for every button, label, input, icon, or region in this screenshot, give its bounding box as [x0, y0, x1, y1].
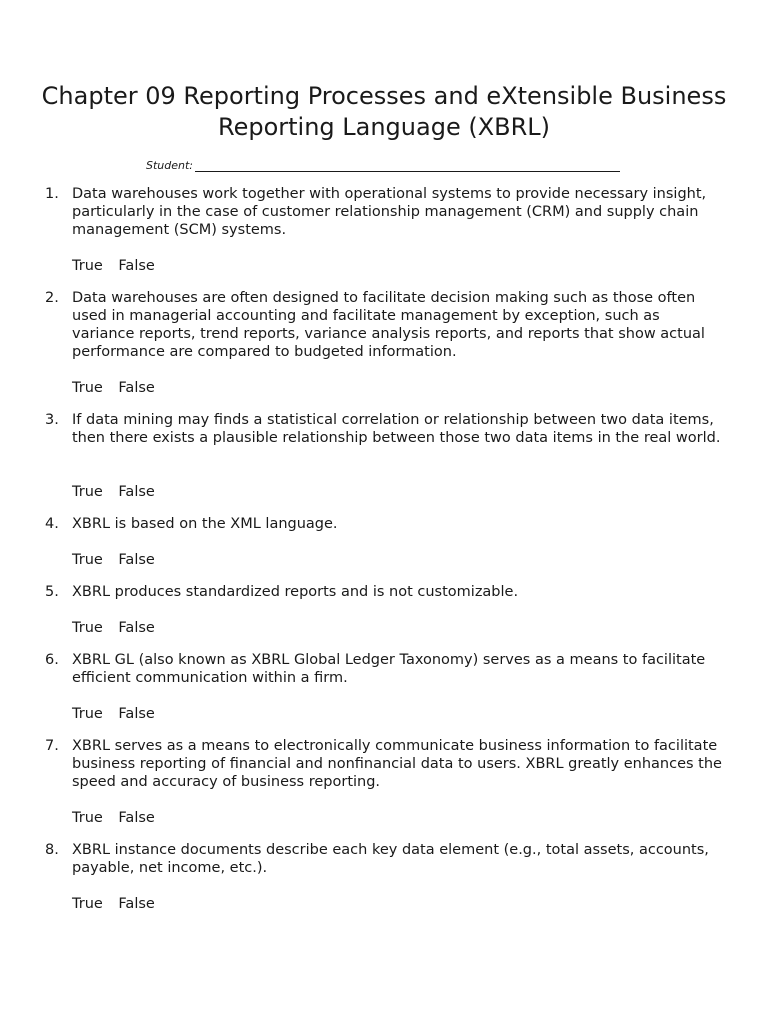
option-true[interactable]: True [72, 380, 103, 396]
question-text: XBRL instance documents describe each key data element (e.g., total assets, accounts, payable, net income, etc.). [72, 842, 709, 876]
title-text: Chapter 09 Reporting Processes and eXtensible Business Reporting Language (XBRL) [41, 82, 727, 141]
question-text: If data mining may finds a statistical correlation or relationship between two data items, then there exists a plausible relationship between those two data items in the real world. [72, 412, 721, 446]
true-false-options [72, 895, 155, 913]
student-name-line[interactable] [195, 158, 620, 172]
option-true[interactable]: True [72, 258, 103, 274]
question-text: XBRL GL (also known as XBRL Global Ledger Taxonomy) serves as a means to facilitate efficient communication within a firm. [72, 652, 706, 686]
option-true[interactable]: True [72, 552, 103, 568]
question-number: 4. [45, 516, 59, 532]
option-false[interactable]: False [118, 620, 155, 636]
question-number: 1. [45, 186, 59, 202]
option-false[interactable]: False [118, 258, 155, 274]
question-number: 5. [45, 584, 59, 600]
option-true[interactable]: True [72, 620, 103, 636]
question-text: XBRL is based on the XML language. [72, 516, 338, 532]
question-text: XBRL serves as a means to electronically communicate business information to facilitate business reporting of financial and nonfinancial data to users. XBRL greatly enhances the speed and accuracy of business reporting. [72, 738, 722, 790]
option-false[interactable]: False [118, 706, 155, 722]
option-false[interactable]: False [118, 380, 155, 396]
question-text: XBRL produces standardized reports and is not customizable. [72, 584, 519, 600]
option-true[interactable]: True [72, 484, 103, 500]
question-number: 8. [45, 842, 59, 858]
option-true[interactable]: True [72, 810, 103, 826]
question-number: 3. [45, 412, 59, 428]
option-false[interactable]: False [118, 552, 155, 568]
true-false-options [72, 257, 155, 275]
true-false-options [72, 483, 155, 501]
question-text: Data warehouses work together with operational systems to provide necessary insight, particularly in the case of customer relationship management (CRM) and supply chain management (SCM) systems. [72, 186, 707, 238]
option-true[interactable]: True [72, 706, 103, 722]
question-number: 2. [45, 290, 59, 306]
student-label: Student: [146, 159, 194, 172]
option-true[interactable]: True [72, 896, 103, 912]
question-text: Data warehouses are often designed to facilitate decision making such as those often used in managerial accounting and facilitate management by exception, such as variance reports, trend reports, variance analysis reports, and reports that show actual performance are compared to budgeted information. [72, 290, 705, 360]
true-false-options [72, 379, 155, 397]
question-number: 7. [45, 738, 59, 754]
true-false-options [72, 705, 155, 723]
option-false[interactable]: False [118, 484, 155, 500]
true-false-options [72, 809, 155, 827]
student-name-row [146, 154, 620, 172]
page-title [0, 81, 768, 143]
question-number: 6. [45, 652, 59, 668]
true-false-options [72, 551, 155, 569]
option-false[interactable]: False [118, 810, 155, 826]
option-false[interactable]: False [118, 896, 155, 912]
true-false-options [72, 619, 155, 637]
